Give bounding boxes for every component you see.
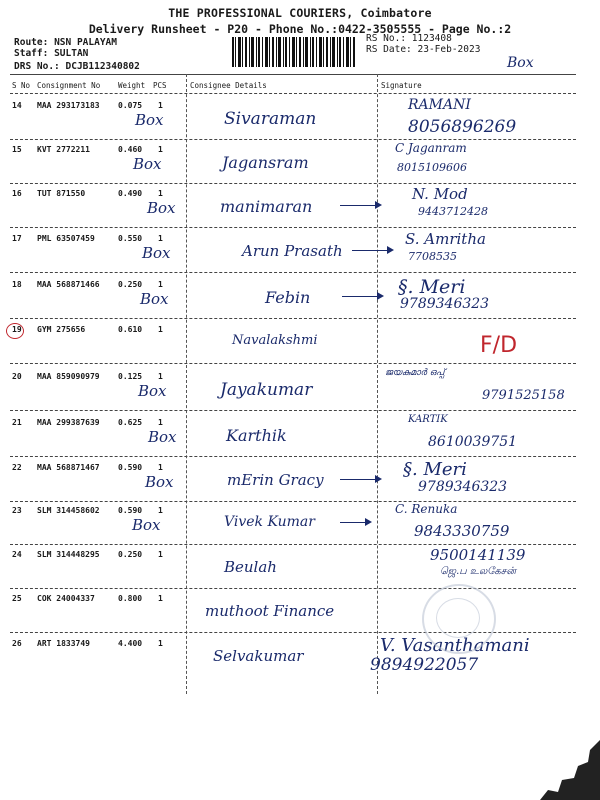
row-separator	[10, 363, 576, 364]
staff-line	[14, 48, 88, 59]
signature-phone: 8056896269	[408, 117, 517, 137]
handwritten-box-mark: Box	[140, 290, 169, 308]
signature-name: §. Meri	[398, 276, 466, 298]
consignee-name: Karthik	[226, 426, 287, 445]
consignment-number: SLM 314458602	[37, 506, 100, 515]
route-line	[14, 37, 117, 48]
pcs-value: 1	[158, 189, 163, 198]
pcs-value: 1	[158, 418, 163, 427]
drs-value: DCJB112340802	[65, 61, 140, 72]
consignment-number: KVT 2772211	[37, 145, 90, 154]
barcode-image	[232, 37, 356, 67]
consignee-name: muthoot Finance	[205, 602, 335, 620]
col-pcs: PCS	[153, 81, 167, 90]
route-value: NSN PALAYAM	[54, 37, 117, 48]
pcs-value: 1	[158, 463, 163, 472]
weight-value: 0.800	[118, 594, 143, 603]
signature-name: V. Vasanthamani	[380, 635, 530, 656]
arrow-mark	[340, 479, 380, 480]
table-row	[0, 457, 600, 501]
serial-number: 21	[12, 418, 22, 427]
col-weight: Weight	[118, 81, 146, 90]
weight-value: 0.075	[118, 101, 143, 110]
table-row	[0, 544, 600, 588]
consignment-number: MAA 568871467	[37, 463, 100, 472]
serial-number: 19	[12, 325, 22, 334]
header-rule-top	[10, 74, 576, 75]
signature-phone: 9791525158	[482, 388, 565, 403]
serial-number: 23	[12, 506, 22, 515]
signature-name: RAMANI	[408, 97, 471, 113]
rs-date-line	[366, 44, 480, 55]
consignment-number: ART 1833749	[37, 639, 90, 648]
col-consignee: Consignee Details	[190, 81, 267, 90]
serial-number: 15	[12, 145, 22, 154]
rs-date-value: 23-Feb-2023	[417, 44, 481, 55]
weight-value: 0.590	[118, 506, 143, 515]
consignee-name: mErin Gracy	[227, 471, 324, 489]
serial-number: 20	[12, 372, 22, 381]
table-row	[0, 633, 600, 677]
serial-number: 25	[12, 594, 22, 603]
consignee-name: Selvakumar	[213, 647, 304, 665]
table-row	[0, 139, 600, 183]
pcs-value: 1	[158, 594, 163, 603]
signature-name: N. Mod	[412, 185, 468, 203]
route-label: Route:	[14, 37, 49, 48]
arrow-mark	[342, 296, 382, 297]
consignee-name: Vivek Kumar	[224, 514, 315, 530]
serial-number: 22	[12, 463, 22, 472]
pcs-value: 1	[158, 372, 163, 381]
serial-number: 26	[12, 639, 22, 648]
consignee-name: manimaran	[220, 197, 313, 216]
delivery-stamp	[422, 584, 496, 654]
signature-phone: 9843330759	[414, 522, 510, 540]
weight-value: 0.490	[118, 189, 143, 198]
signature-phone: 8015109606	[397, 161, 467, 174]
arrow-mark	[340, 205, 380, 206]
handwritten-box-note: Box	[507, 55, 534, 71]
pcs-value: 1	[158, 639, 163, 648]
signature-name: 9500141139	[430, 546, 526, 564]
serial-number: 17	[12, 234, 22, 243]
consignee-name: Jagansram	[222, 153, 309, 172]
serial-number: 24	[12, 550, 22, 559]
row-separator	[10, 272, 576, 273]
table-row	[0, 366, 600, 410]
torn-corner	[540, 740, 600, 800]
weight-value: 0.590	[118, 463, 143, 472]
signature-name: C Jaganram	[395, 141, 467, 155]
consignment-number: PML 63507459	[37, 234, 95, 243]
handwritten-box-mark: Box	[135, 111, 164, 129]
col-sno: S No	[12, 81, 31, 90]
signature-phone: 8610039751	[428, 434, 518, 450]
table-row	[0, 412, 600, 456]
consignment-number: MAA 568871466	[37, 280, 100, 289]
table-row	[0, 500, 600, 544]
signature-phone: 9789346323	[400, 296, 490, 312]
table-row	[0, 183, 600, 227]
signature-name: ജയകുമാർ ഒപ്പ്	[385, 368, 445, 378]
rs-no-label: RS No.:	[366, 33, 407, 44]
signature-name: §. Meri	[403, 459, 467, 480]
header-rule-bottom	[10, 93, 576, 94]
consignment-number: TUT 871550	[37, 189, 86, 198]
signature-phone: 9789346323	[418, 479, 508, 495]
pcs-value: 1	[158, 101, 163, 110]
signature-name: C. Renuka	[395, 502, 458, 516]
serial-number: 14	[12, 101, 22, 110]
weight-value: 0.250	[118, 550, 143, 559]
signature-phone: 9443712428	[418, 205, 488, 218]
consignment-number: MAA 859090979	[37, 372, 100, 381]
pcs-value: 1	[158, 506, 163, 515]
handwritten-box-mark: Box	[148, 428, 177, 446]
arrow-mark	[340, 522, 370, 523]
consignment-number: MAA 299387639	[37, 418, 100, 427]
consignee-name: Navalakshmi	[232, 333, 318, 348]
pcs-value: 1	[158, 325, 163, 334]
signature-name: KARTIK	[408, 414, 448, 425]
row-separator	[10, 410, 576, 411]
table-row	[0, 319, 600, 363]
signature-name: F/D	[480, 333, 518, 358]
consignee-name: Jayakumar	[220, 380, 313, 400]
staff-label: Staff:	[14, 48, 49, 59]
consignee-name: Sivaraman	[224, 109, 317, 129]
pcs-value: 1	[158, 234, 163, 243]
consignee-name: Beulah	[224, 558, 277, 576]
rs-no-value: 1123408	[411, 33, 452, 44]
signature-name: S. Amritha	[405, 230, 486, 248]
weight-value: 4.400	[118, 639, 143, 648]
handwritten-box-mark: Box	[142, 244, 171, 262]
col-consignment: Consignment No	[37, 81, 101, 90]
handwritten-box-mark: Box	[132, 516, 161, 534]
drs-label: DRS No.:	[14, 61, 60, 72]
handwritten-box-mark: Box	[147, 199, 176, 217]
signature-phone: 7708535	[408, 250, 457, 263]
consignment-number: SLM 314448295	[37, 550, 100, 559]
weight-value: 0.460	[118, 145, 143, 154]
consignee-name: Febin	[265, 288, 311, 307]
col-signature: Signature	[381, 81, 422, 90]
weight-value: 0.625	[118, 418, 143, 427]
pcs-value: 1	[158, 145, 163, 154]
serial-number: 18	[12, 280, 22, 289]
pcs-value: 1	[158, 280, 163, 289]
pcs-value: 1	[158, 550, 163, 559]
table-row	[0, 274, 600, 318]
signature-phone: 9894922057	[370, 655, 479, 675]
weight-value: 0.125	[118, 372, 143, 381]
weight-value: 0.610	[118, 325, 143, 334]
handwritten-box-mark: Box	[145, 473, 174, 491]
consignment-number: MAA 293173183	[37, 101, 100, 110]
table-row	[0, 95, 600, 139]
rs-date-label: RS Date:	[366, 44, 412, 55]
runsheet-subtitle: Delivery Runsheet - P20 - Phone No.:0422-3505555 - Page No.:2	[88, 22, 512, 36]
consignment-number: COK 24004337	[37, 594, 95, 603]
table-row	[0, 228, 600, 272]
weight-value: 0.250	[118, 280, 143, 289]
red-circle-mark	[6, 323, 24, 339]
drs-line	[14, 61, 140, 72]
staff-value: SULTAN	[54, 48, 89, 59]
serial-number: 16	[12, 189, 22, 198]
handwritten-box-mark: Box	[138, 382, 167, 400]
weight-value: 0.550	[118, 234, 143, 243]
handwritten-box-mark: Box	[133, 155, 162, 173]
rs-no-line	[366, 33, 452, 44]
stamp-inner-ring	[436, 598, 480, 638]
signature-phone: ஜெ.ப உலகேசன்	[440, 566, 517, 577]
company-title: THE PROFESSIONAL COURIERS, Coimbatore	[168, 6, 432, 20]
consignment-number: GYM 275656	[37, 325, 86, 334]
arrow-mark	[352, 250, 392, 251]
consignee-name: Arun Prasath	[242, 242, 343, 260]
table-row	[0, 588, 600, 632]
